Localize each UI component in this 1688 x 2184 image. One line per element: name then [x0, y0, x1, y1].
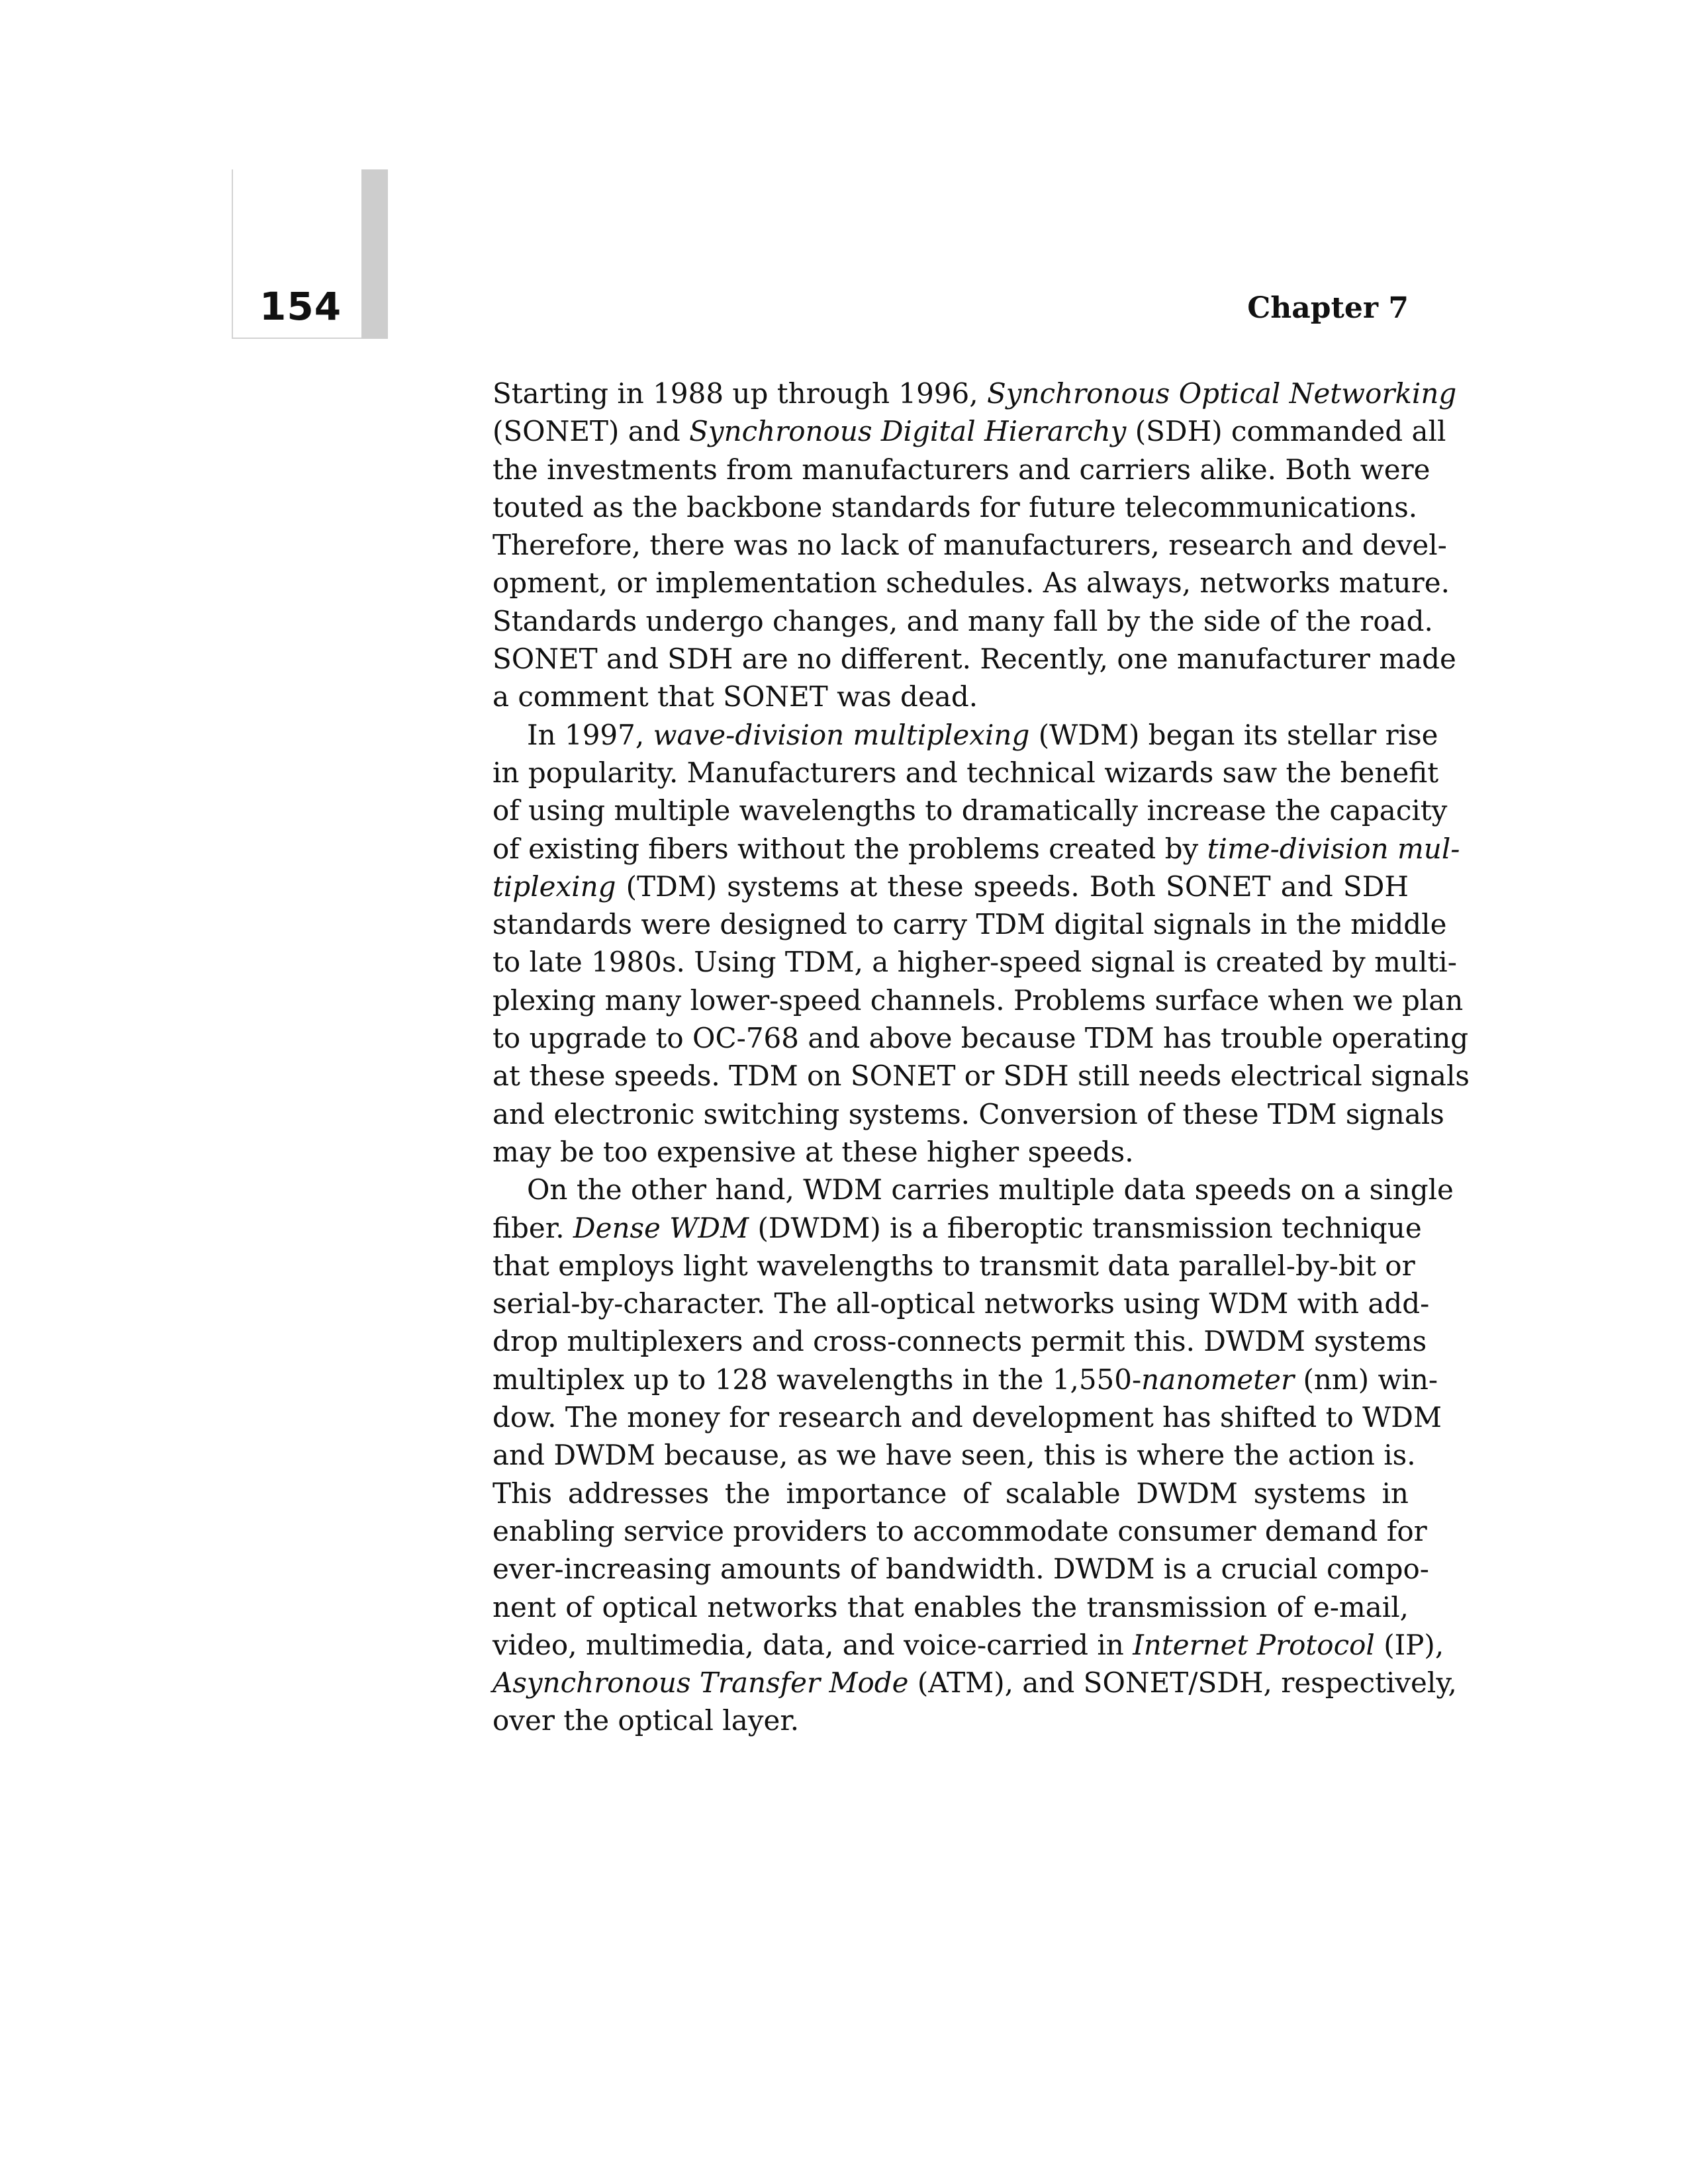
text-line: video, multimedia, data, and voice-carried in Internet Protocol (IP),	[492, 1628, 1444, 1661]
italic-term: tiplexing	[492, 870, 616, 903]
paragraph	[492, 716, 1470, 1171]
chapter-title: Chapter 7	[1247, 291, 1409, 325]
italic-term: nanometer	[1141, 1363, 1295, 1396]
body-text	[492, 375, 1470, 1740]
text-line: tiplexing (TDM) systems at these speeds. Both SONET and SDH	[492, 870, 1409, 903]
italic-term: wave-division multiplexing	[653, 718, 1030, 751]
paragraph	[492, 1171, 1457, 1739]
text-line: nent of optical networks that enables the transmission of e-mail,	[492, 1590, 1409, 1623]
text-line: enabling service providers to accommodate consumer demand for	[492, 1514, 1427, 1547]
text-line: of using multiple wavelengths to dramatically increase the capacity	[492, 794, 1448, 827]
text-line: Asynchronous Transfer Mode (ATM), and SONET/SDH, respectively,	[492, 1666, 1457, 1700]
italic-term: Dense WDM	[573, 1211, 749, 1244]
text-line: Therefore, there was no lack of manufacturers, research and devel-	[492, 529, 1447, 562]
text-line: plexing many lower-speed channels. Problems surface when we plan	[492, 983, 1464, 1017]
page-number: 154	[259, 284, 342, 329]
italic-term: time-division mul-	[1207, 832, 1460, 865]
text-line: SONET and SDH are no different. Recently, one manufacturer made	[492, 643, 1456, 676]
text-line: of existing fibers without the problems created by time-division mul-	[492, 832, 1460, 865]
text-line: This addresses the importance of scalable DWDM systems in	[492, 1477, 1409, 1510]
text-line: at these speeds. TDM on SONET or SDH still needs electrical signals	[492, 1060, 1470, 1093]
text-line: On the other hand, WDM carries multiple data speeds on a single	[527, 1173, 1454, 1206]
text-line: to late 1980s. Using TDM, a higher-speed signal is created by multi-	[492, 946, 1457, 979]
text-line: to upgrade to OC-768 and above because TDM has trouble operating	[492, 1022, 1469, 1055]
text-line: touted as the backbone standards for future telecommunications.	[492, 490, 1418, 523]
text-line: that employs light wavelengths to transmit data parallel-by-bit or	[492, 1249, 1415, 1282]
italic-term: Asynchronous Transfer Mode	[492, 1666, 909, 1700]
italic-term: Synchronous Optical Networking	[986, 377, 1457, 410]
italic-term: Internet Protocol	[1133, 1628, 1375, 1661]
text-line: multiplex up to 128 wavelengths in the 1,550-nanometer (nm) win-	[492, 1363, 1438, 1396]
text-line: and electronic switching systems. Conversion of these TDM signals	[492, 1097, 1444, 1130]
text-line: in popularity. Manufacturers and technical wizards saw the benefit	[492, 756, 1439, 789]
paragraph	[492, 375, 1457, 716]
text-line: dow. The money for research and development has shifted to WDM	[492, 1401, 1442, 1434]
text-line: may be too expensive at these higher speeds.	[492, 1135, 1134, 1168]
text-line: Starting in 1988 up through 1996, Synchronous Optical Networking	[492, 377, 1457, 410]
text-line: over the optical layer.	[492, 1704, 800, 1737]
text-line: fiber. Dense WDM (DWDM) is a fiberoptic transmission technique	[492, 1211, 1422, 1244]
text-line: In 1997, wave-division multiplexing (WDM) began its stellar rise	[527, 718, 1438, 751]
text-line: and DWDM because, as we have seen, this is where the action is.	[492, 1439, 1416, 1472]
text-line: opment, or implementation schedules. As always, networks mature.	[492, 567, 1450, 600]
text-line: ever-increasing amounts of bandwidth. DWDM is a crucial compo-	[492, 1553, 1429, 1586]
page-tab-bar	[361, 169, 388, 339]
text-line: standards were designed to carry TDM digital signals in the middle	[492, 908, 1447, 941]
text-line: a comment that SONET was dead.	[492, 680, 978, 713]
text-line: serial-by-character. The all-optical networks using WDM with add-	[492, 1287, 1430, 1320]
text-line: drop multiplexers and cross-connects permit this. DWDM systems	[492, 1325, 1427, 1358]
italic-term: Synchronous Digital Hierarchy	[689, 415, 1127, 448]
text-line: the investments from manufacturers and carriers alike. Both were	[492, 453, 1430, 486]
text-line: (SONET) and Synchronous Digital Hierarchy (SDH) commanded all	[492, 415, 1446, 448]
text-line: Standards undergo changes, and many fall by the side of the road.	[492, 604, 1433, 637]
